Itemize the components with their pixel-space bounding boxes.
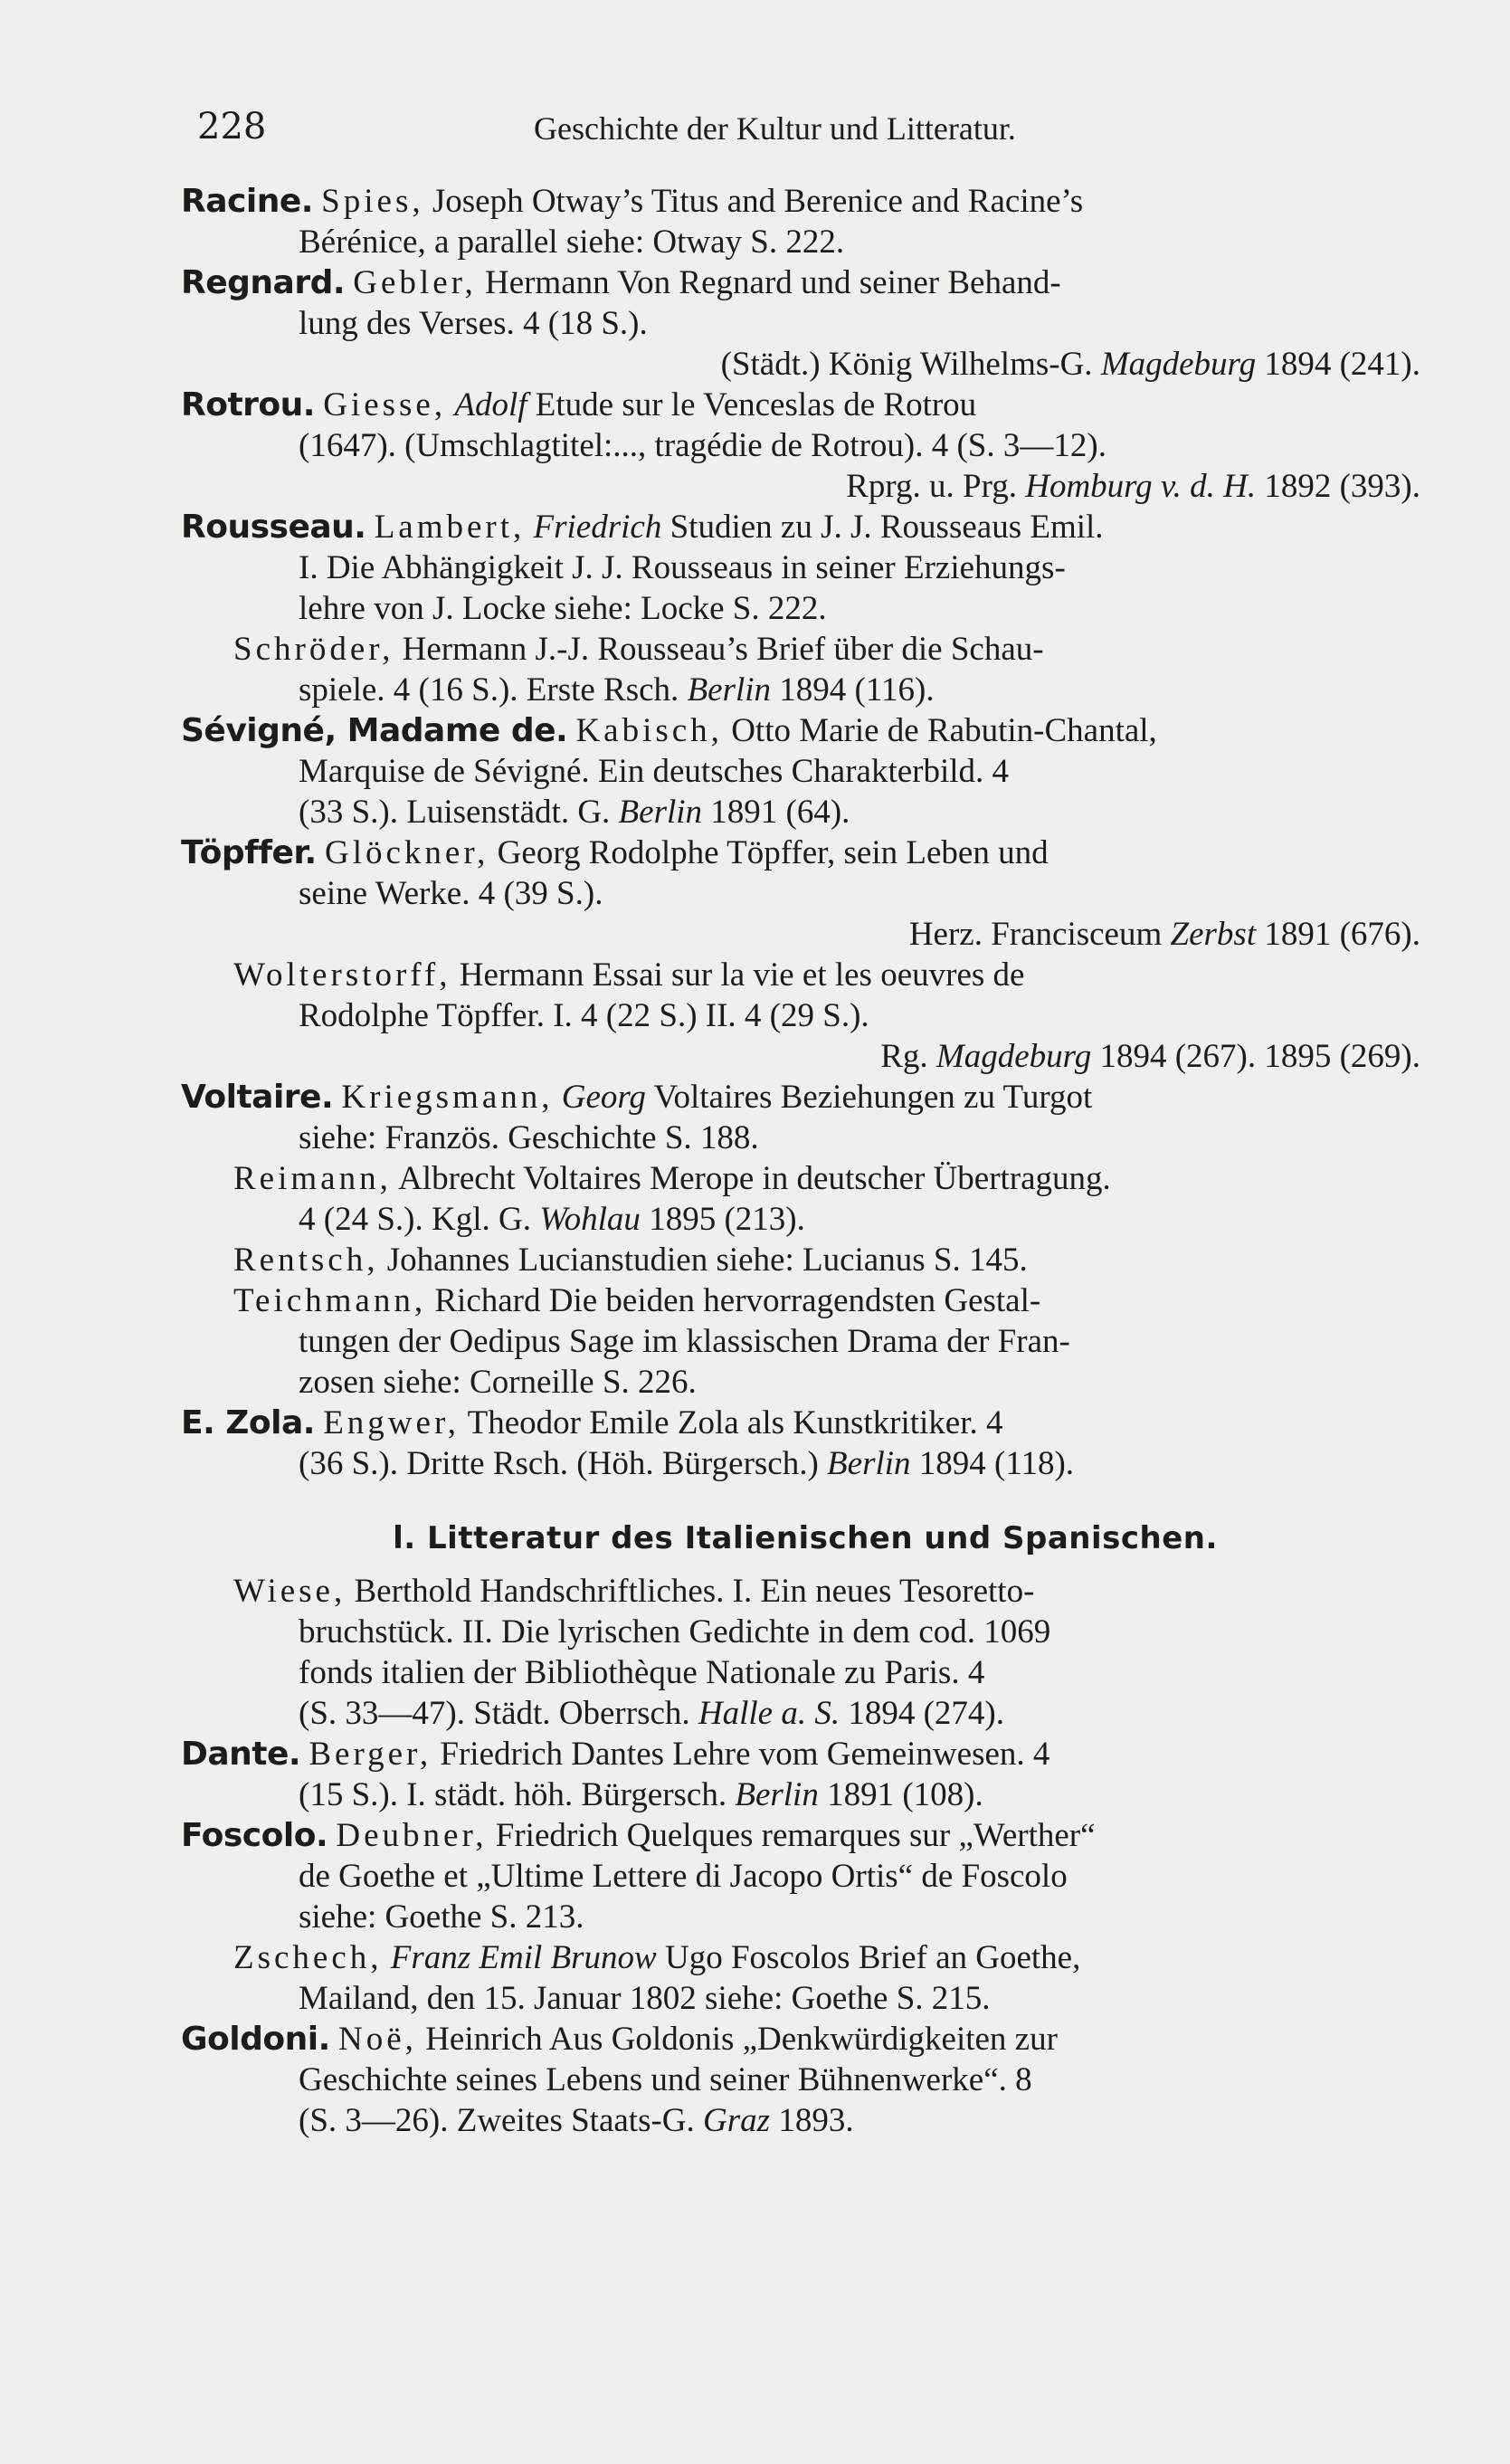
place-name: Berlin: [827, 1445, 911, 1482]
entry-text: Bérénice, a parallel siehe: Otway S. 222.: [299, 224, 845, 261]
headword: Dante.: [181, 1736, 301, 1773]
entry-text: bruchstück. II. Die lyrischen Gedichte in dem cod. 1069: [299, 1613, 1051, 1651]
entry-text: (1647). (Umschlagtitel:..., tragédie de Rotrou). 4 (S. 3—12).: [299, 427, 1106, 464]
entry-foscolo: [181, 1815, 1429, 2019]
entry-text: Mailand, den 15. Januar 1802 siehe: Goethe S. 215.: [299, 1980, 991, 2017]
entry-text: siehe: Goethe S. 213.: [299, 1898, 584, 1936]
school-name: I. städt. höh. Bürgersch.: [406, 1776, 727, 1813]
entry-text: 4 (24 S.).: [299, 1201, 423, 1238]
entry-rotrou: [181, 385, 1429, 507]
headword: Regnard.: [181, 264, 346, 301]
author-first-name: Adolf: [454, 386, 527, 423]
publication-line: [181, 2100, 1429, 2141]
headword: Racine.: [181, 183, 313, 220]
entry-text: siehe: Französ. Geschichte S. 188.: [299, 1119, 759, 1156]
entry-text: (S. 3—26).: [299, 2102, 449, 2139]
year-number: 1891 (676).: [1264, 916, 1420, 953]
year-number: 1894 (274).: [848, 1695, 1005, 1732]
entry-text: Berthold Handschriftliches. I. Ein neues Tesoretto-: [354, 1573, 1035, 1610]
year-number: 1894 (118).: [918, 1445, 1075, 1482]
year-number: 1894 (241).: [1264, 346, 1420, 383]
author-name: Wolterstorff,: [233, 956, 451, 994]
running-title: Geschichte der Kultur und Litteratur.: [534, 110, 1016, 147]
place-name: Zerbst: [1170, 916, 1257, 953]
entry-text: Voltaires Beziehungen zu Turgot: [653, 1079, 1093, 1116]
place-name: Halle a. S.: [698, 1695, 840, 1732]
publication-line: [181, 670, 1429, 710]
place-name: Homburg v. d. H.: [1025, 468, 1257, 505]
entry-text: Marquise de Sévigné. Ein deutsches Charakterbild. 4: [299, 753, 1010, 790]
year-number: 1892 (393).: [1264, 468, 1420, 505]
entry-text: Joseph Otway’s Titus and Berenice and Racine’s: [432, 183, 1084, 220]
entry-voltaire: [181, 1077, 1429, 1403]
author-name: Reimann,: [233, 1160, 392, 1197]
author-name: Berger,: [309, 1736, 432, 1773]
headword: E. Zola.: [181, 1404, 315, 1441]
entry-text: Hermann Essai sur la vie et les oeuvres de: [459, 956, 1025, 994]
publication-line: [181, 792, 1429, 832]
headword: Foscolo.: [181, 1817, 328, 1854]
entry-text: Theodor Emile Zola als Kunstkritiker. 4: [467, 1404, 1003, 1441]
year-number: 1893.: [778, 2102, 854, 2139]
publication-line: [181, 1693, 1429, 1734]
publication-line: [181, 344, 1429, 385]
entry-text: Rodolphe Töpffer. I. 4 (22 S.) II. 4 (29 S.).: [299, 997, 869, 1034]
entry-text: seine Werke. 4 (39 S.).: [299, 875, 603, 912]
school-name: Kgl. G.: [431, 1201, 531, 1238]
author-name: Spies,: [321, 183, 424, 220]
entry-text: Hermann Von Regnard und seiner Behand-: [484, 264, 1061, 301]
headword: Rousseau.: [181, 509, 366, 546]
headword: Rotrou.: [181, 386, 315, 423]
entry-text: (36 S.).: [299, 1445, 398, 1482]
author-name: Noë,: [338, 2021, 417, 2058]
author-first-name: Franz Emil Brunow: [390, 1939, 657, 1976]
entry-text: Etude sur le Venceslas de Rotrou: [535, 386, 977, 423]
entry-text: Albrecht Voltaires Merope in deutscher Übertragung.: [398, 1160, 1111, 1197]
headword: Goldoni.: [181, 2021, 330, 2058]
place-name: Magdeburg: [1100, 346, 1257, 383]
year-number: 1891 (108).: [827, 1776, 983, 1813]
publication-line: [181, 1199, 1429, 1240]
school-name: Zweites Staats-G.: [456, 2102, 695, 2139]
entry-text: Friedrich Quelques remarques sur „Werther“: [495, 1817, 1096, 1854]
year-number: 1894 (116).: [779, 671, 935, 709]
entry-goldoni: [181, 2019, 1429, 2141]
school-name: Erste Rsch.: [526, 671, 679, 709]
school-name: Rprg. u. Prg.: [846, 468, 1017, 505]
entry-wiese: [181, 1571, 1429, 1734]
author-name: Glöckner,: [324, 834, 489, 871]
publication-line: [181, 1774, 1429, 1815]
year-number: 1894 (267). 1895 (269).: [1099, 1038, 1420, 1075]
publication-line: [181, 466, 1429, 507]
entry-text: tungen der Oedipus Sage im klassischen Drama der Fran-: [299, 1323, 1070, 1360]
entry-text: Georg Rodolphe Töpffer, sein Leben und: [497, 834, 1049, 871]
school-name: Herz. Francisceum: [908, 916, 1163, 953]
entry-text: Ugo Foscolos Brief an Goethe,: [665, 1939, 1081, 1976]
entry-text: Friedrich Dantes Lehre vom Gemeinwesen. 4: [440, 1736, 1050, 1773]
entry-text: Richard Die beiden hervorragendsten Gestal-: [434, 1282, 1041, 1319]
place-name: Berlin: [735, 1776, 819, 1813]
entry-text: Heinrich Aus Goldonis „Denkwürdigkeiten zur: [425, 2021, 1058, 2058]
entry-text: lehre von J. Locke siehe: Locke S. 222.: [299, 590, 827, 627]
bibliography-body: [181, 181, 1429, 2141]
place-name: Berlin: [618, 794, 703, 831]
author-name: Schröder,: [233, 631, 394, 668]
author-name: Engwer,: [323, 1404, 461, 1441]
entry-sevigne: [181, 710, 1429, 832]
school-name: Luisenstädt. G.: [406, 794, 611, 831]
entry-toepffer: [181, 832, 1429, 1077]
entry-text: Geschichte seines Lebens und seiner Bühnenwerke“. 8: [299, 2061, 1032, 2098]
school-name: (Städt.) König Wilhelms-G.: [720, 346, 1093, 383]
school-name: Städt. Oberrsch.: [473, 1695, 690, 1732]
place-name: Graz: [703, 2102, 771, 2139]
page-number: 228: [197, 106, 267, 147]
author-first-name: Georg: [561, 1079, 646, 1116]
entry-dante: [181, 1734, 1429, 1815]
place-name: Magdeburg: [935, 1038, 1092, 1075]
school-name: Rg.: [880, 1038, 928, 1075]
author-name: Rentsch,: [233, 1242, 379, 1279]
entry-text: Johannes Lucianstudien siehe: Lucianus S. 145.: [386, 1242, 1028, 1279]
author-name: Lambert,: [374, 509, 526, 546]
entry-text: Studien zu J. J. Rousseaus Emil.: [670, 509, 1104, 546]
author-name: Kriegsmann,: [341, 1079, 554, 1116]
author-name: Giesse,: [323, 386, 447, 423]
entry-text: Hermann J.-J. Rousseau’s Brief über die Schau-: [402, 631, 1044, 668]
entry-regnard: [181, 262, 1429, 385]
publication-line: [181, 914, 1429, 955]
entry-text: de Goethe et „Ultime Lettere di Jacopo Ortis“ de Foscolo: [299, 1858, 1068, 1895]
entry-text: spiele. 4 (16 S.).: [299, 671, 518, 709]
year-number: 1895 (213).: [649, 1201, 805, 1238]
section-heading: l. Litteratur des Italienischen und Spanischen.: [393, 1520, 1218, 1556]
headword: Voltaire.: [181, 1079, 334, 1116]
entry-text: Otto Marie de Rabutin-Chantal,: [731, 712, 1157, 749]
entry-racine: [181, 181, 1429, 262]
author-first-name: Friedrich: [533, 509, 662, 546]
entry-text: (15 S.).: [299, 1776, 398, 1813]
author-name: Zschech,: [233, 1939, 383, 1976]
entry-rousseau: [181, 507, 1429, 710]
publication-line: [181, 1443, 1429, 1484]
school-name: Dritte Rsch. (Höh. Bürgersch.): [406, 1445, 819, 1482]
entry-text: zosen siehe: Corneille S. 226.: [299, 1364, 697, 1401]
author-name: Deubner,: [336, 1817, 488, 1854]
publication-line: [181, 1036, 1429, 1077]
entry-text: lung des Verses. 4 (18 S.).: [299, 305, 648, 342]
entry-text: I. Die Abhängigkeit J. J. Rousseaus in seiner Erziehungs-: [299, 549, 1066, 586]
place-name: Wohlau: [539, 1201, 641, 1238]
author-name: Gebler,: [353, 264, 477, 301]
entry-zola: [181, 1403, 1429, 1484]
author-name: Wiese,: [233, 1573, 347, 1610]
author-name: Kabisch,: [575, 712, 723, 749]
entry-text: (33 S.).: [299, 794, 398, 831]
entry-text: fonds italien der Bibliothèque Nationale zu Paris. 4: [299, 1654, 985, 1691]
year-number: 1891 (64).: [710, 794, 850, 831]
headword: Sévigné, Madame de.: [181, 712, 568, 749]
place-name: Berlin: [687, 671, 772, 709]
headword: Töpffer.: [181, 834, 317, 871]
author-name: Teichmann,: [233, 1282, 427, 1319]
entry-text: (S. 33—47).: [299, 1695, 465, 1732]
